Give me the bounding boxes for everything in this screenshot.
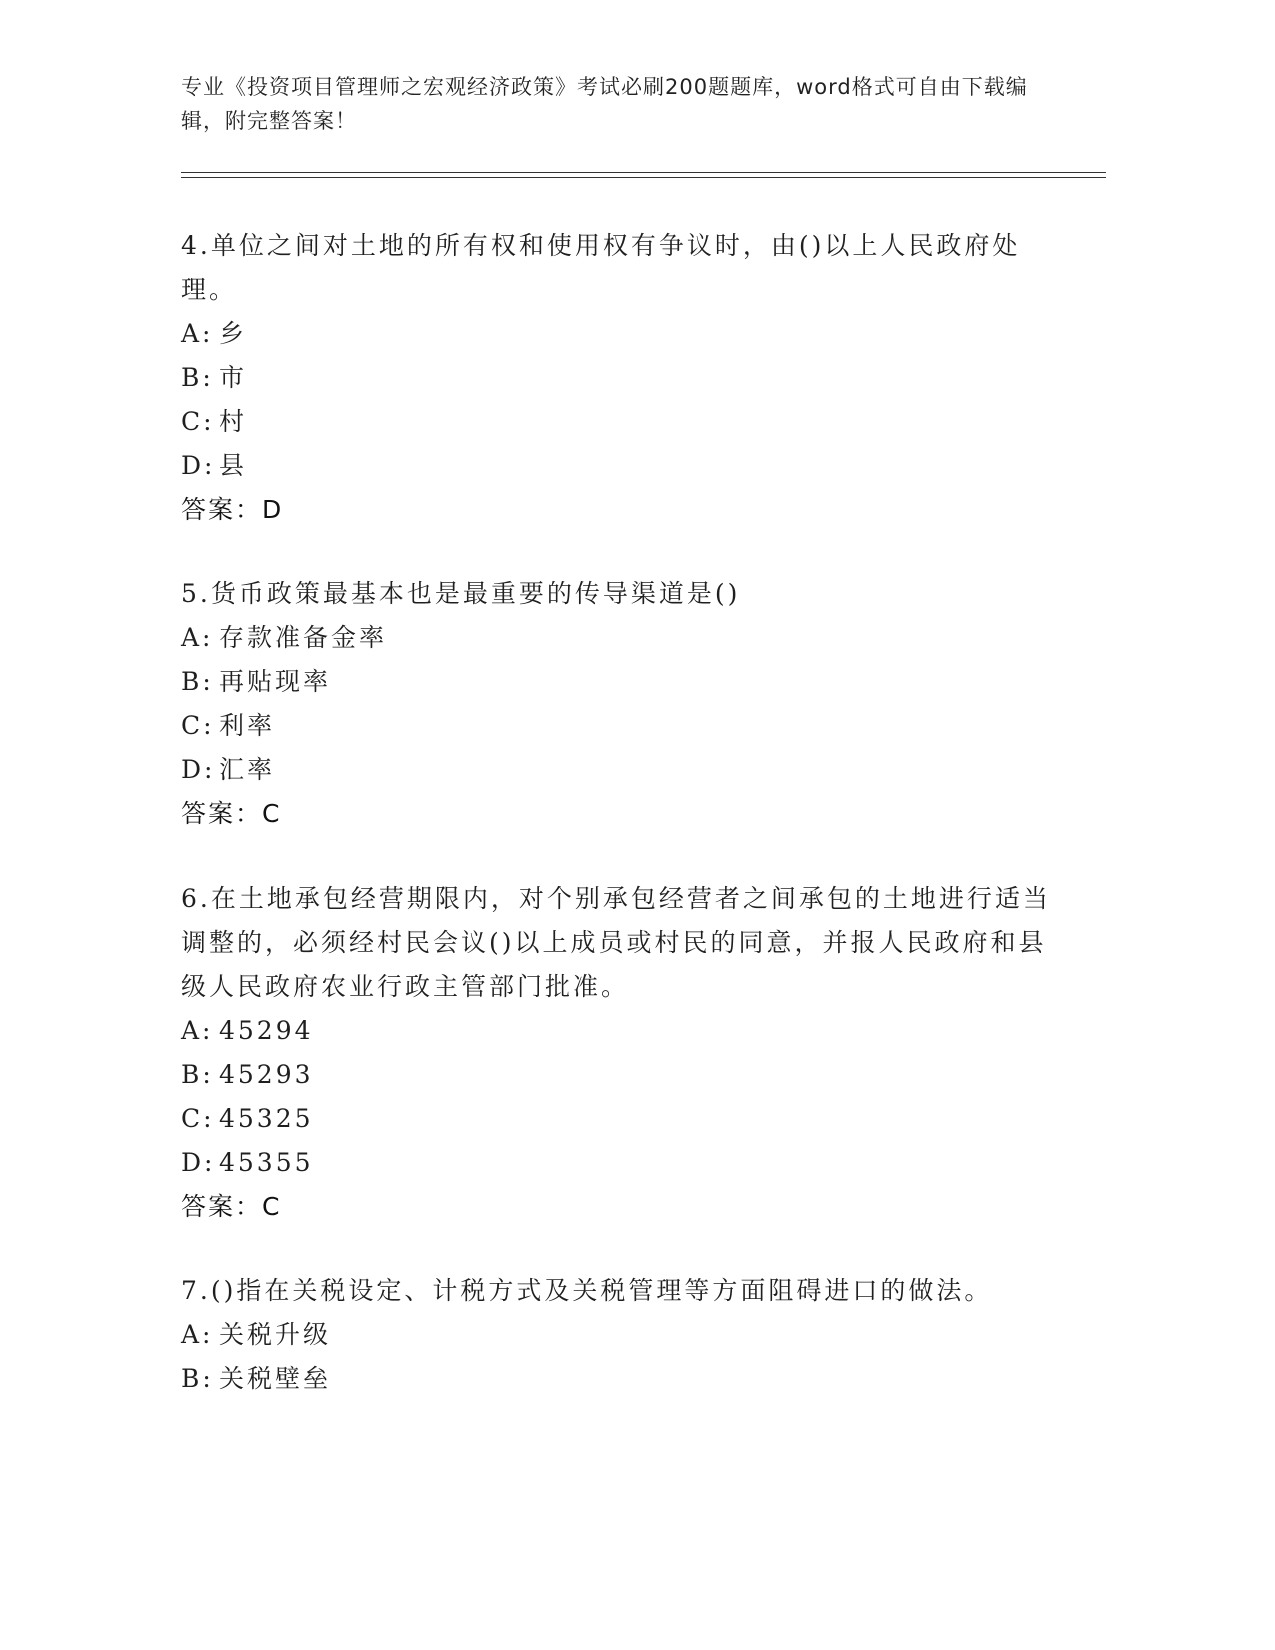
question-stem: 5.货币政策最基本也是最重要的传导渠道是(): [181, 579, 741, 608]
option-key: A:: [181, 1016, 214, 1045]
option-text: 村: [219, 407, 248, 436]
option-key: C:: [181, 407, 215, 436]
question-4: [181, 224, 1061, 532]
option-key: A:: [181, 623, 214, 652]
answer-line: 答案：C: [181, 799, 282, 828]
option-key: D:: [181, 451, 216, 480]
option-d: [181, 748, 1061, 792]
question-6: [181, 877, 1061, 1229]
option-text: 再贴现率: [219, 667, 332, 696]
option-a: [181, 1313, 1061, 1357]
option-a: [181, 616, 1061, 660]
answer-line: 答案：D: [181, 495, 284, 524]
option-text: 市: [219, 363, 248, 392]
answer-line: 答案：C: [181, 1192, 282, 1221]
question-7: [181, 1269, 1061, 1401]
header-divider-top: [181, 172, 1106, 173]
option-b: [181, 1357, 1061, 1401]
option-key: B:: [181, 1364, 214, 1393]
option-key: B:: [181, 1060, 214, 1089]
option-b: [181, 660, 1061, 704]
option-d: [181, 1141, 1061, 1185]
question-5: [181, 572, 1061, 836]
option-text: 汇率: [219, 755, 276, 784]
option-text: 利率: [219, 711, 276, 740]
document-header: 专业《投资项目管理师之宏观经济政策》考试必刷200题题库，word格式可自由下载编辑，附完整答案！: [181, 75, 1028, 133]
option-key: C:: [181, 711, 215, 740]
option-key: D:: [181, 755, 216, 784]
option-key: A:: [181, 319, 214, 348]
question-stem: 4.单位之间对土地的所有权和使用权有争议时，由()以上人民政府处理。: [181, 231, 1021, 304]
option-c: [181, 400, 1061, 444]
option-b: [181, 356, 1061, 400]
option-key: D:: [181, 1148, 216, 1177]
option-c: [181, 1097, 1061, 1141]
option-a: [181, 1009, 1061, 1053]
option-d: [181, 444, 1061, 488]
question-stem: 6.在土地承包经营期限内，对个别承包经营者之间承包的土地进行适当调整的，必须经村民会议()以上成员或村民的同意，并报人民政府和县级人民政府农业行政主管部门批准。: [181, 884, 1051, 1001]
option-text: 45294: [219, 1016, 314, 1045]
option-text: 关税壁垒: [219, 1364, 332, 1393]
question-stem: 7.()指在关税设定、计税方式及关税管理等方面阻碍进口的做法。: [181, 1276, 993, 1305]
option-c: [181, 704, 1061, 748]
option-key: B:: [181, 363, 214, 392]
option-a: [181, 312, 1061, 356]
option-key: A:: [181, 1320, 214, 1349]
option-text: 县: [219, 451, 248, 480]
option-text: 45293: [219, 1060, 314, 1089]
option-text: 关税升级: [219, 1320, 332, 1349]
option-text: 45355: [219, 1148, 314, 1177]
option-b: [181, 1053, 1061, 1097]
header-divider-bottom: [181, 177, 1106, 178]
option-text: 乡: [219, 319, 248, 348]
option-key: C:: [181, 1104, 215, 1133]
option-text: 45325: [219, 1104, 314, 1133]
option-text: 存款准备金率: [219, 623, 388, 652]
option-key: B:: [181, 667, 214, 696]
